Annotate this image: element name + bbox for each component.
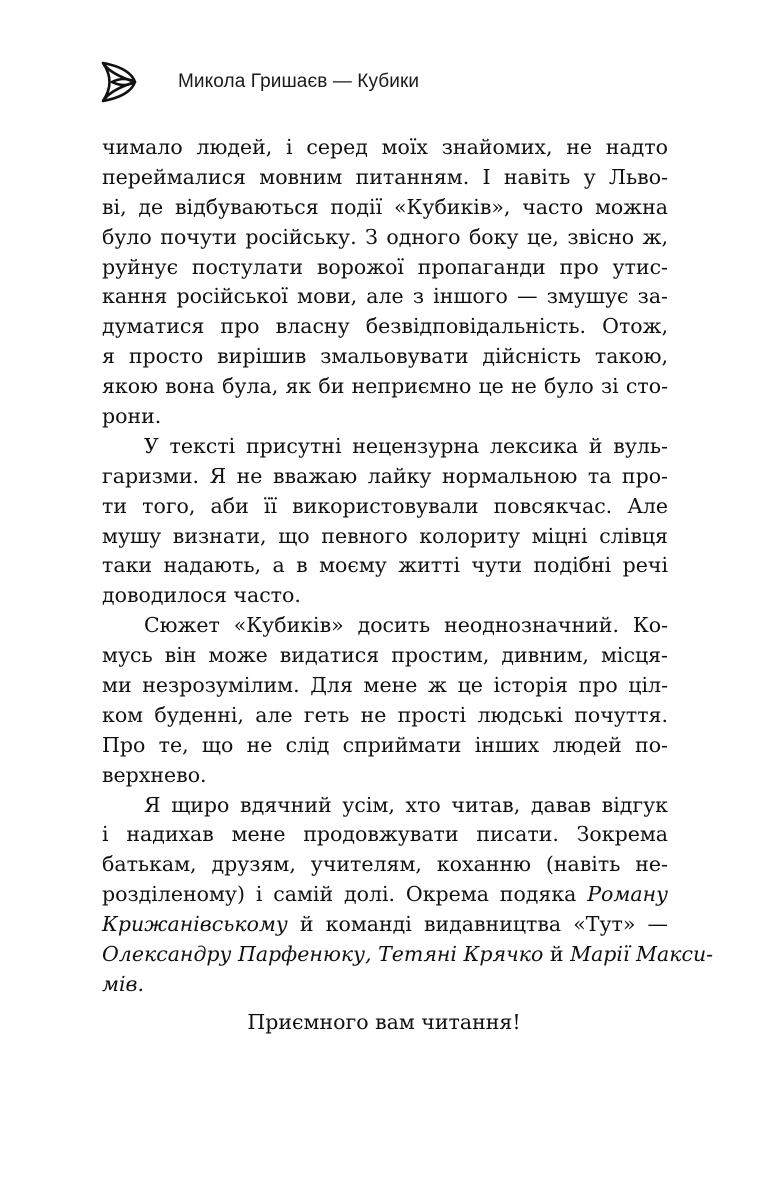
page-header — [100, 60, 419, 104]
text-line: таки надають, а в моєму житті чути подібні речі — [102, 553, 668, 578]
text-line: переймалися мовним питанням. І навіть у Льво- — [102, 164, 668, 189]
text-line — [102, 940, 714, 970]
paragraph-4 — [102, 791, 714, 1000]
text-fragment: розділеному) і самій долі. Окрема подяка — [102, 882, 588, 907]
text-line: У тексті присутні нецензурна лексика й вуль- — [144, 433, 668, 458]
text-line: мушу визнати, що певного колориту міцні слівця — [102, 523, 668, 548]
closing-line: Приємного вам читання! — [247, 1010, 521, 1034]
text-line: ти того, аби її використовували повсякчас. Але — [102, 493, 668, 518]
text-line: руйнує постулати ворожої пропаганди про утис- — [102, 254, 668, 279]
text-line — [102, 880, 668, 910]
text-line: мусь він може видатися простим, дивним, місця- — [102, 643, 668, 668]
text-line: ві, де відбуваються події «Кубиків», часто можна — [102, 194, 668, 219]
text-line: і надихав мене продовжувати писати. Зокрема — [102, 822, 668, 847]
paragraph-3 — [102, 611, 668, 790]
text-line: доводилося часто. — [102, 583, 301, 608]
text-line: я просто вирішив змальовувати дійсність такою, — [102, 344, 668, 369]
text-line: мів. — [102, 971, 145, 996]
paragraph-1 — [102, 133, 668, 432]
text-line: рони. — [102, 404, 162, 429]
italic-name: Роману — [587, 882, 668, 907]
text-line: верхнево. — [102, 762, 207, 787]
text-line — [102, 910, 668, 940]
text-line: якою вона була, як би неприємно це не було зі сто- — [102, 374, 668, 399]
italic-name: Олександру Парфенюку, Тетяні Крячко — [102, 942, 544, 967]
text-line: ком буденні, але геть не прості людські почуття. — [102, 702, 668, 727]
running-head: Микола Гришаєв — Кубики — [178, 71, 420, 92]
text-line: батькам, друзям, учителям, коханню (навіть не- — [102, 852, 668, 877]
italic-name: Крижанівському — [102, 912, 288, 937]
text-line: гаризми. Я не вважаю лайку нормальною та про- — [102, 463, 668, 488]
text-line: ми незрозумілим. Для мене ж це історія про ціл- — [102, 673, 668, 698]
italic-name: Марії Макси- — [570, 942, 714, 967]
text-fragment: й команді видавництва «Тут» — — [287, 912, 668, 937]
text-fragment: й — [543, 942, 571, 967]
triquetra-logo-icon — [100, 60, 138, 104]
text-line: Про те, що не слід сприймати інших людей по- — [102, 732, 668, 757]
text-line: чимало людей, і серед моїх знайомих, не надто — [102, 135, 668, 159]
text-line: кання російської мови, але з іншого — змушує за- — [102, 284, 668, 309]
text-line: було почути російську. З одного боку це, звісно ж, — [102, 224, 668, 249]
paragraph-2 — [102, 432, 668, 611]
body-text — [102, 133, 714, 1000]
text-line: Сюжет «Кубиків» досить неоднозначний. Ко- — [144, 613, 668, 638]
text-line: Я щиро вдячний усім, хто читав, давав відгук — [144, 792, 668, 817]
text-line: думатися про власну безвідповідальність. Отож, — [102, 314, 668, 339]
